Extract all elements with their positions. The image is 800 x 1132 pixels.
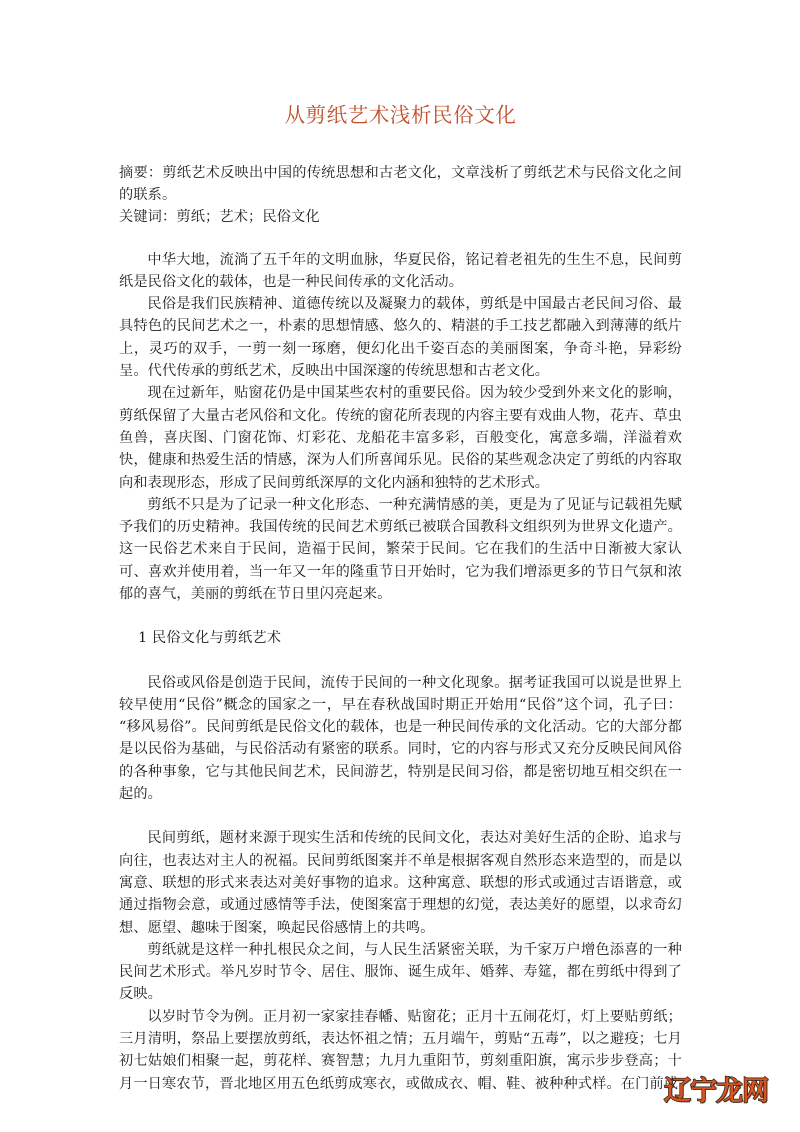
keywords-text: 关键词：剪纸；艺术；民俗文化 <box>119 209 320 226</box>
body-paragraph: 民间剪纸，题材来源于现实生活和传统的民间文化，表达对美好生活的企盼、追求与向往，也表达对主人的祝福。民间剪纸图案并不单是根据客观自然形态来造型的，而是以寓意、联想的形式来表达对美好事物的追求。这种寓意、联想的形式或通过吉语谐意，或通过指物会意，或通过感情等手法，使图案富于理想的幻觉，表达美好的愿望，以求奇幻想、愿望、趣味于图案，唤起民俗感情上的共鸣。 <box>119 830 682 936</box>
spacer <box>119 605 682 627</box>
body-paragraph: 民俗是我们民族精神、道德传统以及凝聚力的载体，剪纸是中国最古老民间习俗、最具特色的民间艺术之一，朴素的思想情感、悠久的、精湛的手工技艺都融入到薄薄的纸片上，灵巧的双手，一剪一刻一琢磨，便幻化出千姿百态的美丽图案，争奇斗艳，异彩纷呈。代代传承的剪纸艺术，反映出中国深邃的传统思想和古老文化。 <box>119 296 682 380</box>
section-heading-1: 1 民俗文化与剪纸艺术 <box>138 630 282 647</box>
abstract-block <box>119 162 682 229</box>
body-paragraph: 现在过新年，贴窗花仍是中国某些农村的重要民俗。因为较少受到外来文化的影响，剪纸保留了大量古老风俗和文化。传统的窗花所表现的内容主要有戏曲人物，花卉、草虫鱼兽，喜庆图、门窗花饰、灯彩花、龙船花丰富多彩，百般变化，寓意多端，洋溢着欢快，健康和热爱生活的情感，深为人们所喜闻乐见。民俗的某些观念决定了剪纸的内容取向和表现形态，形成了民间剪纸深厚的文化内涵和独特的艺术形式。 <box>119 385 682 491</box>
spacer <box>119 650 682 672</box>
body-paragraph: 剪纸不只是为了记录一种文化形态、一种充满情感的美，更是为了见证与记载祖先赋予我们的历史精神。我国传统的民间艺术剪纸已被联合国教科文组织列为世界文化遗产。这一民俗艺术来自于民间，造福于民间，繁荣于民间。它在我们的生活中日渐被大家认可、喜欢并使用着，当一年又一年的隆重节日开始时，它为我们增添更多的节日气氛和浓郁的喜气，美丽的剪纸在节日里闪亮起来。 <box>119 496 682 602</box>
document-content <box>119 96 682 1095</box>
body-paragraph: 以岁时节令为例。正月初一家家挂春幡、贴窗花；正月十五闹花灯，灯上要贴剪纸；三月清明，祭品上要摆放剪纸，表达怀祖之情；五月端午，剪贴“五毒”，以之避疫；七月初七姑娘们相聚一起，剪花样、赛智慧；九月九重阳节，剪刻重阳旗，寓示步步登高；十月一日寒农节，晋北地区用五色纸剪成寒衣，或做成衣、帽、鞋、被种种式样。在门前或 <box>119 1008 682 1092</box>
document-body <box>119 249 682 1095</box>
spacer <box>119 805 682 827</box>
body-paragraph: 民俗或风俗是创造于民间，流传于民间的一种文化现象。据考证我国可以说是世界上较早使用“民俗”概念的国家之一，早在春秋战国时期正开始用“民俗”这个词，孔子曰：“移风易俗”。民间剪纸是民俗文化的载体，也是一种民间传承的文化活动。它的大部分都是以民俗为基础，与民俗活动有紧密的联系。同时，它的内容与形式又充分反映民间风俗的各种事象，它与其他民间艺术，民间游艺，特别是民间习俗，都是密切地互相交织在一起的。 <box>119 674 682 803</box>
body-paragraph: 中华大地，流淌了五千年的文明血脉，华夏民俗，铭记着老祖先的生生不息，民间剪纸是民俗文化的载体，也是一种民间传承的文化活动。 <box>119 251 682 290</box>
abstract-text: 摘要：剪纸艺术反映出中国的传统思想和古老文化，文章浅析了剪纸艺术与民俗文化之间的联系。 <box>119 164 682 203</box>
body-paragraph: 剪纸就是这样一种扎根民众之间，与人民生活紧密关联，为千家万户增色添喜的一种民间艺术形式。举凡岁时节令、居住、服饰、诞生成年、婚葬、寿筵，都在剪纸中得到了反映。 <box>119 941 682 1003</box>
page-title: 从剪纸艺术浅析民俗文化 <box>284 103 517 127</box>
site-watermark: 辽宁龙网 <box>664 1075 768 1107</box>
